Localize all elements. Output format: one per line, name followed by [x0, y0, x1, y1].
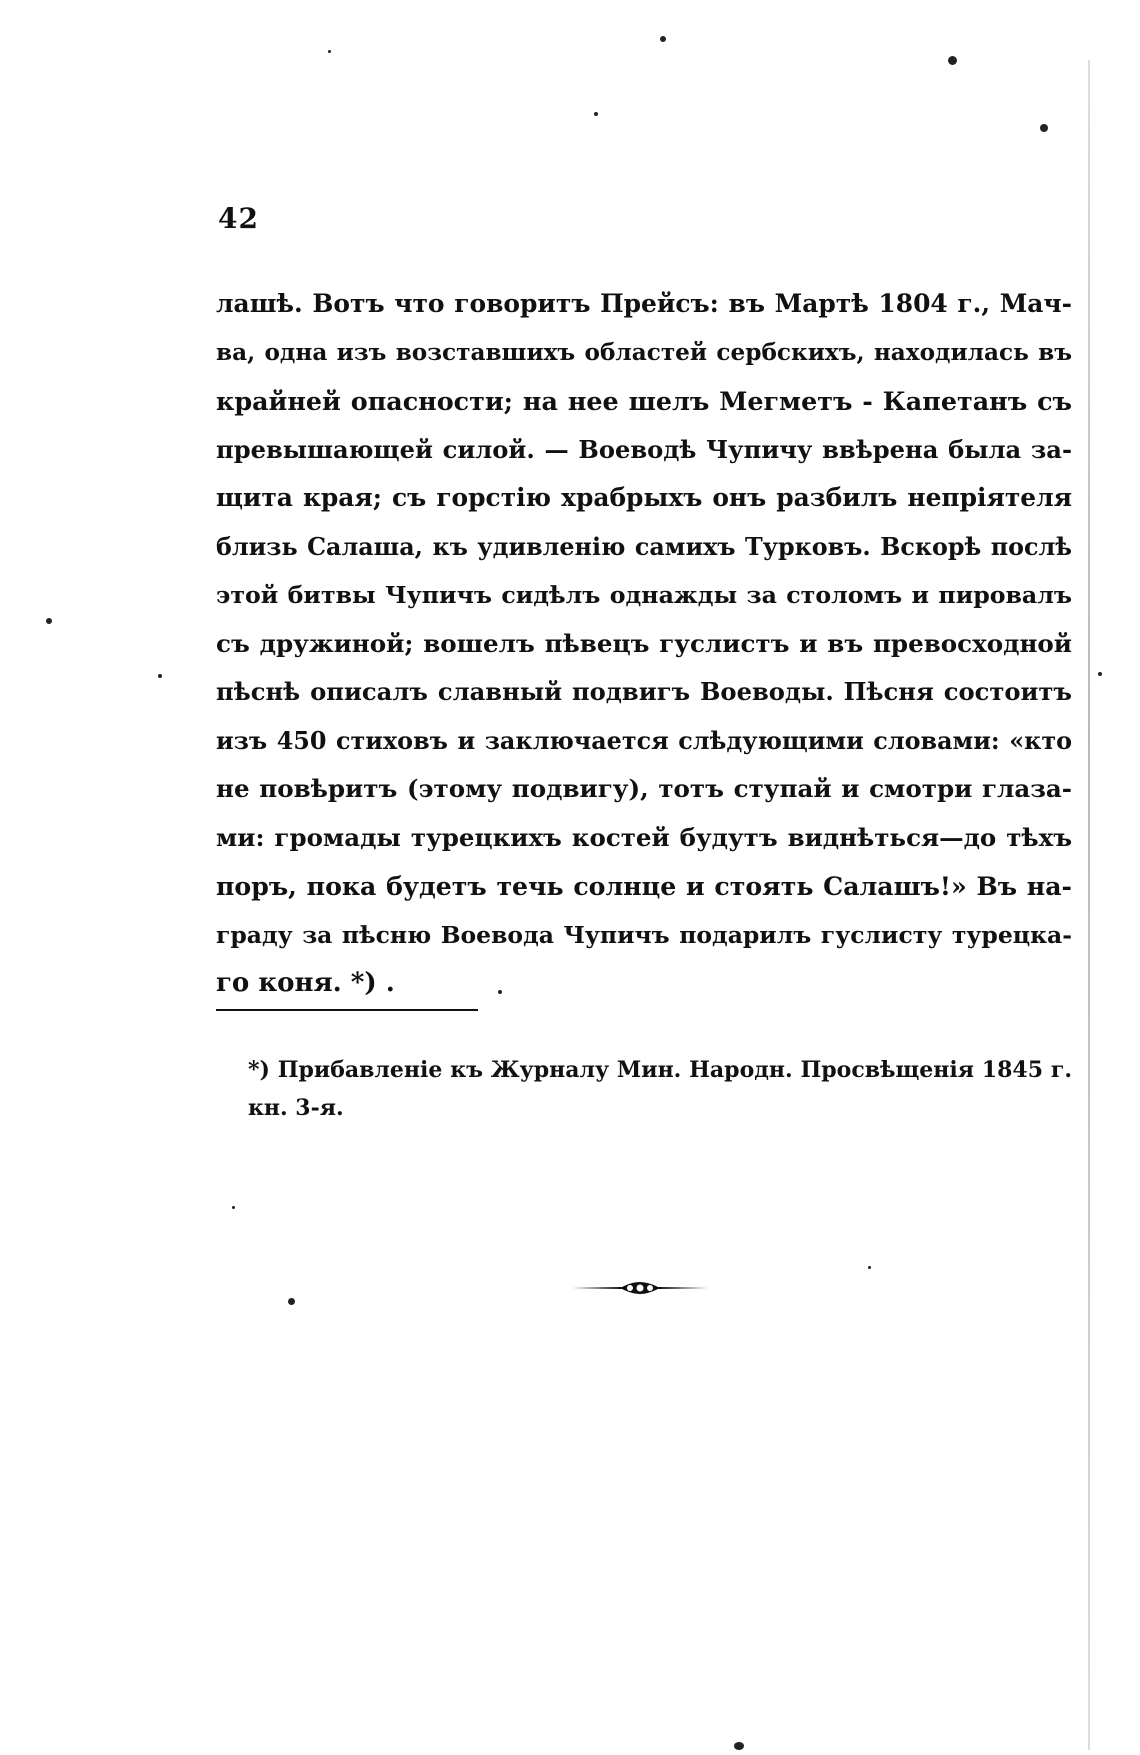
text-line: крайней опасности; на нее шелъ Мегметъ - Капетанъ съ	[216, 386, 1072, 416]
text-line: изъ 450 стиховъ и заключается слѣдующими словами: «кто	[216, 726, 1072, 755]
text-line: поръ, пока будетъ течь солнце и стоять Салашъ!» Въ на-	[216, 871, 1072, 901]
footnote-line: кн. 3-я.	[248, 1095, 344, 1121]
text-line: пѣснѣ описалъ славный подвигъ Воеводы. Пѣсня состоитъ	[216, 677, 1072, 706]
footnote-divider	[216, 1009, 478, 1011]
print-speck	[660, 36, 666, 42]
print-speck	[158, 674, 162, 678]
page-number: 42	[218, 202, 259, 235]
main-paragraph	[216, 280, 1072, 1008]
print-speck	[46, 618, 52, 624]
text-line: лашѣ. Вотъ что говоритъ Прейсъ: въ Мартѣ 1804 г., Мач-	[216, 289, 1072, 318]
text-line: этой битвы Чупичъ сидѣлъ однажды за столомъ и пировалъ	[216, 581, 1072, 609]
print-speck	[1098, 672, 1102, 676]
text-line: граду за пѣсню Воевода Чупичъ подарилъ гуслисту турецка-	[216, 920, 1072, 949]
footnote-line: *) Прибавленіе къ Журналу Мин. Народн. Просвѣщенія 1845 г.	[248, 1057, 1072, 1083]
print-speck	[498, 990, 502, 994]
print-speck	[868, 1266, 871, 1269]
page-edge-shadow	[1088, 60, 1090, 1750]
text-line: ва, одна изъ возставшихъ областей сербскихъ, находилась въ	[216, 338, 1072, 366]
print-speck	[734, 1742, 744, 1750]
text-line: превышающей силой. — Воеводѣ Чупичу ввѣрена была за-	[216, 434, 1072, 464]
text-line: близь Салаша, къ удивленію самихъ Турковъ. Вскорѣ послѣ	[216, 532, 1072, 561]
text-line: щита края; съ горстію храбрыхъ онъ разбилъ непріятеля	[216, 483, 1072, 512]
print-speck	[232, 1206, 235, 1209]
text-line: ми: громады турецкихъ костей будутъ виднѣться—до тѣхъ	[216, 822, 1072, 852]
print-speck	[288, 1298, 295, 1305]
text-line: не повѣритъ (этому подвигу), тотъ ступай и смотри глаза-	[216, 774, 1072, 803]
text-line: съ дружиной; вошелъ пѣвецъ гуслистъ и въ превосходной	[216, 628, 1072, 658]
footnote	[248, 1051, 1072, 1127]
print-speck	[1040, 124, 1048, 132]
tailpiece-ornament-icon	[572, 1276, 708, 1300]
print-speck	[948, 56, 957, 65]
print-speck	[594, 112, 598, 116]
print-speck	[328, 50, 331, 53]
text-line-last: го коня. *) .	[216, 968, 395, 998]
